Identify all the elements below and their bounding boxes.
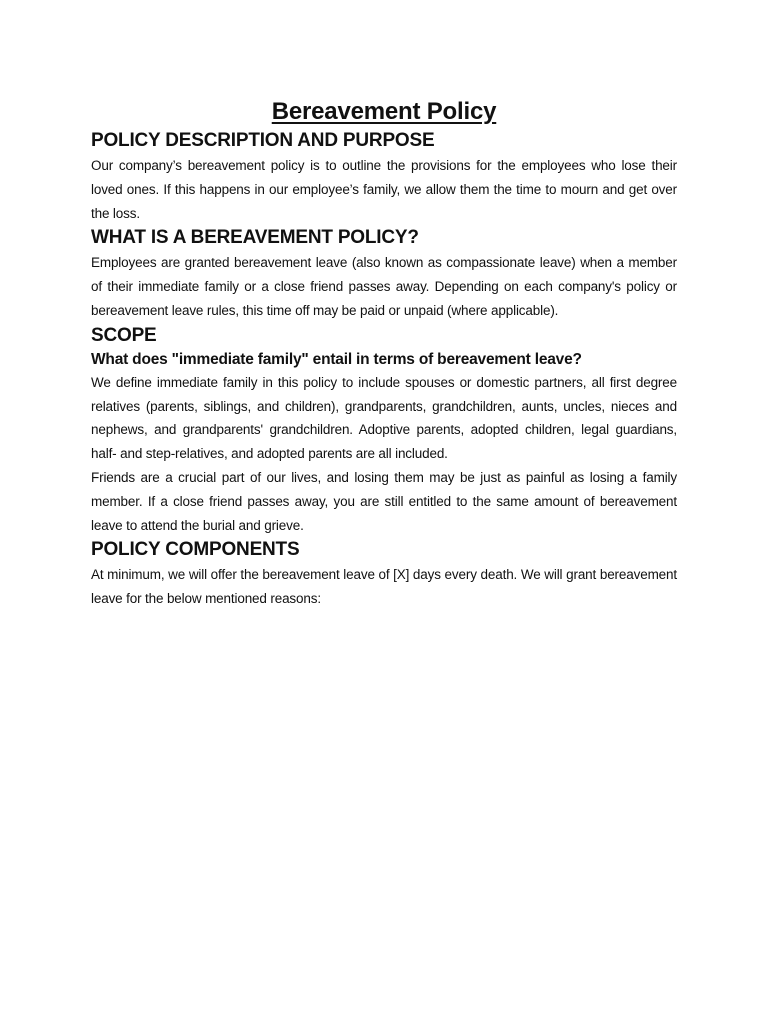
document-page (91, 96, 677, 611)
section-heading-scope: SCOPE (91, 324, 157, 346)
subheading-immediate-family: What does "immediate family" entail in terms of bereavement leave? (91, 350, 582, 368)
description-paragraph: Our company’s bereavement policy is to outline the provisions for the employees who lose their loved ones. If this happens in our employee’s family, we allow them the time to mourn and get over the loss. (91, 158, 677, 221)
section-heading-description: POLICY DESCRIPTION AND PURPOSE (91, 130, 435, 151)
document-title: Bereavement Policy (271, 98, 497, 125)
section-heading-what-is: WHAT IS A BEREAVEMENT POLICY? (91, 227, 419, 249)
what-is-paragraph: Employees are granted bereavement leave (also known as compassionate leave) when a member of their immediate family or a close friend passes away. Depending on each company's policy or bereavement leave rules, this time off may be paid or unpaid (where applicable). (91, 255, 677, 318)
section-heading-components: POLICY COMPONENTS (91, 539, 300, 561)
friends-paragraph: Friends are a crucial part of our lives, and losing them may be just as painful as losing a family member. If a close friend passes away, you are still entitled to the same amount of bereavement leave to attend the burial and grieve. (91, 469, 677, 533)
components-paragraph: At minimum, we will offer the bereavement leave of [X] days every death. We will grant bereavement leave for the below mentioned reasons: (91, 567, 677, 607)
immediate-family-paragraph: We define immediate family in this policy to include spouses or domestic partners, all first degree relatives (parents, siblings, and children), grandparents, grandchildren, aunts, uncles, nieces and nephews, and grandparents' grandchildren. Adoptive parents, adopted children, legal guardians, half- and step-relatives, and adopted parents are all included. (91, 374, 677, 462)
